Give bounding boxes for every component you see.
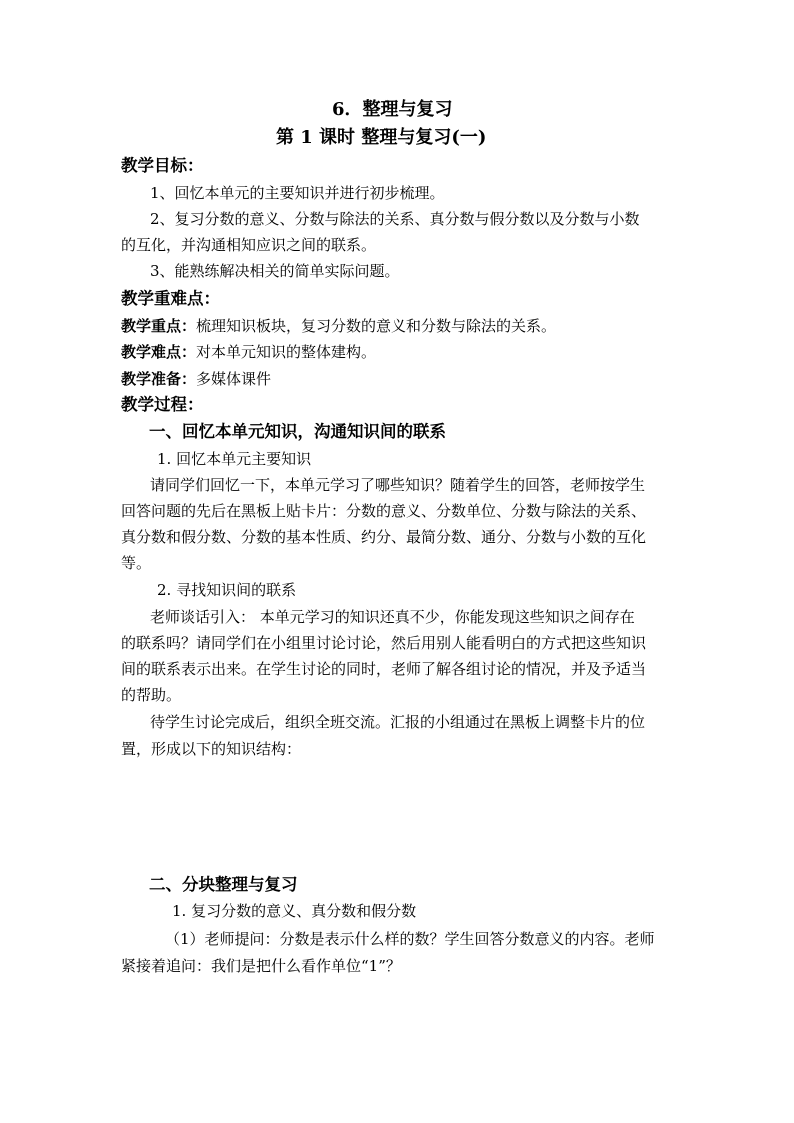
process-heading: 教学过程： bbox=[121, 395, 204, 414]
focus-line bbox=[121, 316, 556, 336]
section-1-heading: 一、回忆本单元知识，沟通知识间的联系 bbox=[149, 422, 446, 441]
objective-item-3: 3、能熟练解决相关的简单实际问题。 bbox=[150, 262, 400, 280]
paragraph-1-line-2: 回答问题的先后在黑板上贴卡片：分数的意义、分数单位、分数与除法的关系、 bbox=[121, 502, 647, 520]
paragraph-3-line-1: 待学生讨论完成后，组织全班交流。汇报的小组通过在黑板上调整卡片的位 bbox=[150, 713, 646, 731]
paragraph-2-line-2: 的联系吗？请同学们在小组里讨论讨论，然后用别人能看明白的方式把这些知识 bbox=[121, 634, 647, 652]
paragraph-1-line-1: 请同学们回忆一下，本单元学习了哪些知识？随着学生的回答，老师按学生 bbox=[150, 476, 646, 494]
paragraph-1-line-4: 等。 bbox=[121, 554, 152, 572]
subsection-1: 1. 回忆本单元主要知识 bbox=[157, 450, 312, 468]
prep-text: 多媒体课件 bbox=[196, 370, 272, 388]
paragraph-2-line-1: 老师谈话引入： 本单元学习的知识还真不少，你能发现这些知识之间存在 bbox=[150, 608, 635, 626]
focus-text: 梳理知识板块，复习分数的意义和分数与除法的关系。 bbox=[196, 317, 557, 335]
section-2-heading: 二、分块整理与复习 bbox=[149, 875, 298, 894]
page-title: 6．整理与复习 bbox=[332, 99, 453, 120]
objective-item-2-line-2: 的互化，并沟通相知应识之间的联系。 bbox=[121, 236, 377, 254]
paragraph-2-line-4: 的帮助。 bbox=[121, 686, 182, 704]
objective-item-1: 1、回忆本单元的主要知识并进行初步梳理。 bbox=[150, 184, 445, 202]
objectives-heading: 教学目标： bbox=[121, 156, 204, 175]
paragraph-4-line-1: （1）老师提问：分数是表示什么样的数？学生回答分数意义的内容。老师 bbox=[165, 930, 655, 948]
prep-line bbox=[121, 369, 271, 389]
difficulty-line bbox=[121, 342, 376, 362]
prep-label: 教学准备： bbox=[121, 370, 197, 388]
paragraph-4-line-2: 紧接着追问：我们是把什么看作单位“1”？ bbox=[121, 957, 401, 975]
key-points-heading: 教学重难点： bbox=[121, 289, 220, 308]
subsection-3: 1. 复习分数的意义、真分数和假分数 bbox=[172, 902, 417, 920]
objective-item-2-line-1: 2、复习分数的意义、分数与除法的关系、真分数与假分数以及分数与小数 bbox=[150, 210, 640, 228]
difficulty-label: 教学难点： bbox=[121, 343, 197, 361]
paragraph-2-line-3: 间的联系表示出来。在学生讨论的同时，老师了解各组讨论的情况，并及予适当 bbox=[121, 660, 647, 678]
difficulty-text: 对本单元知识的整体建构。 bbox=[196, 343, 377, 361]
paragraph-1-line-3: 真分数和假分数、分数的基本性质、约分、最简分数、通分、分数与小数的互化 bbox=[121, 528, 647, 546]
lesson-subtitle: 第 1 课时 整理与复习(一) bbox=[276, 127, 487, 148]
focus-label: 教学重点： bbox=[121, 317, 197, 335]
paragraph-3-line-2: 置，形成以下的知识结构： bbox=[121, 740, 302, 758]
subsection-2: 2. 寻找知识间的联系 bbox=[157, 581, 297, 599]
